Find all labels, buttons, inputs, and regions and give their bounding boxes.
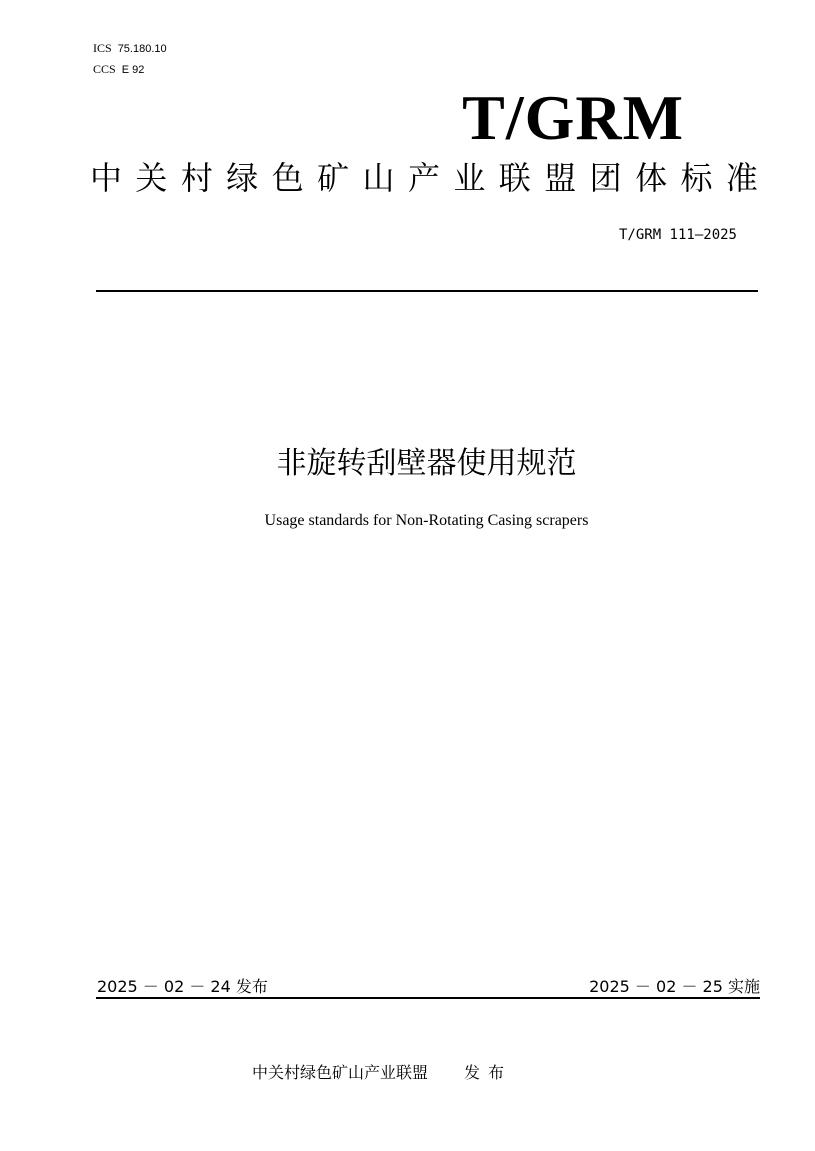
organization-title-char: 团: [589, 159, 622, 197]
publish-action-label: 发布: [464, 1063, 513, 1082]
organization-title-char: 联: [498, 159, 531, 197]
organization-title-char: 产: [407, 159, 440, 197]
ccs-label: CCS: [93, 62, 116, 76]
issue-date: 2025 － 02 － 24 发布: [97, 977, 268, 996]
document-title-english: Usage standards for Non-Rotating Casing scrapers: [264, 512, 589, 529]
header-divider: [96, 290, 758, 292]
organization-title-char: 绿: [226, 159, 259, 197]
standard-logo-mark: T/GRM: [462, 82, 684, 153]
organization-title-char: 村: [180, 159, 213, 197]
document-title-chinese: 非旋转刮壁器使用规范: [276, 446, 577, 481]
organization-title-char: 关: [135, 159, 168, 197]
ics-label: ICS: [93, 41, 112, 55]
organization-title-char: 盟: [544, 159, 577, 197]
organization-title-char: 体: [635, 159, 668, 197]
organization-title-char: 中: [90, 159, 123, 197]
organization-title-char: 业: [453, 159, 486, 197]
implementation-date: 2025 － 02 － 25 实施: [589, 977, 760, 996]
ics-value: 75.180.10: [117, 43, 167, 55]
organization-title-char: 山: [362, 159, 395, 197]
organization-title-char: 矿: [317, 159, 350, 197]
organization-title-char: 色: [271, 159, 304, 197]
ccs-value: E 92: [121, 64, 145, 76]
publisher-name: 中关村绿色矿山产业联盟: [252, 1063, 429, 1082]
organization-title-char: 标: [680, 159, 713, 197]
organization-title-char: 准: [725, 159, 758, 197]
ics-classification: [93, 41, 167, 56]
publisher-line: [252, 1062, 512, 1084]
ccs-classification: [93, 62, 144, 77]
organization-standard-title: [90, 156, 758, 200]
standard-number: T/GRM 111—2025: [618, 227, 737, 243]
footer-divider: [96, 997, 760, 999]
